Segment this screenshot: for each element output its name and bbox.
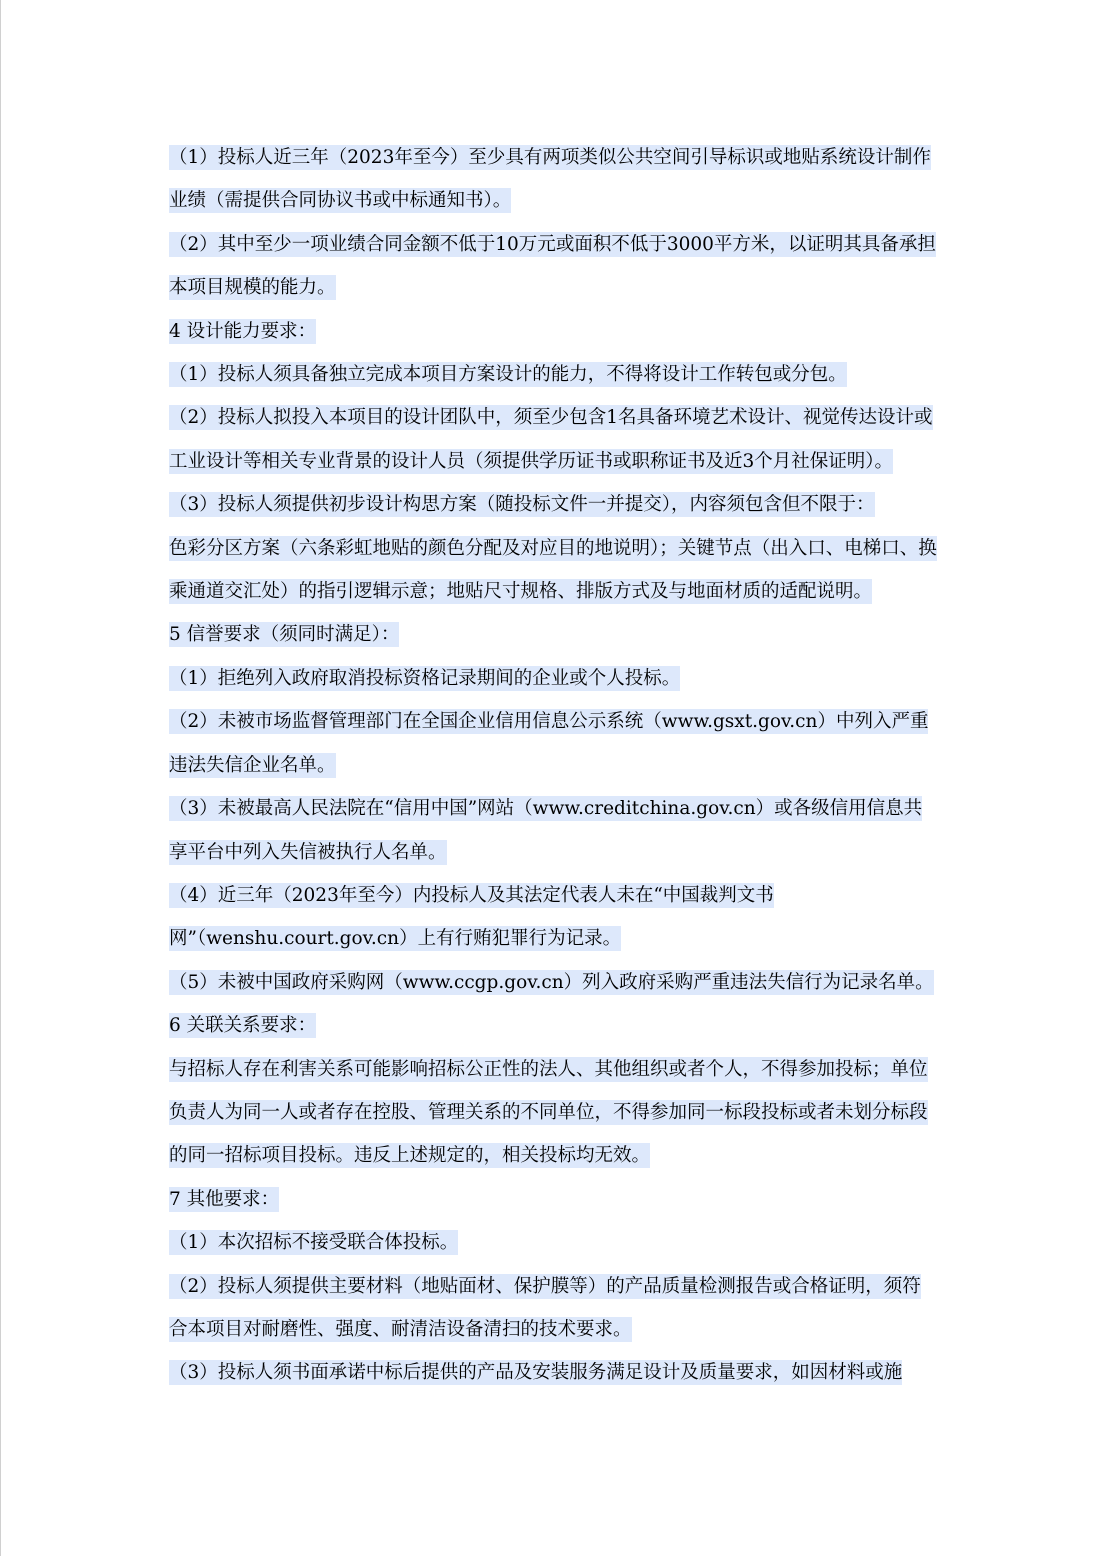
paragraph-text: （3）未被最高人民法院在“信用中国”网站（www.creditchina.gov.cn）或各级信用信息共享平台中列入失信被执行人名单。	[169, 798, 923, 863]
paragraph-text: （5）未被中国政府采购网（www.ccgp.gov.cn）列入政府采购严重违法失信行为记录名单。	[169, 971, 934, 993]
document-body	[169, 136, 939, 1395]
paragraph-text: 7 其他要求：	[169, 1188, 280, 1210]
paragraph-text: （1）投标人须具备独立完成本项目方案设计的能力，不得将设计工作转包或分包。	[169, 364, 847, 386]
paragraph-text: （1）本次招标不接受联合体投标。	[169, 1232, 459, 1254]
paragraph-text: 4 设计能力要求：	[169, 320, 317, 342]
paragraph-credit-5	[169, 961, 939, 1004]
paragraph-credit-1	[169, 657, 939, 700]
paragraph-text: （1）投标人近三年（2023年至今）至少具有两项类似公共空间引导标识或地贴系统设计制作业绩（需提供合同协议书或中标通知书）。	[169, 147, 931, 212]
paragraph-performance-2	[169, 223, 939, 310]
paragraph-other-1	[169, 1221, 939, 1264]
section-heading-credit	[169, 613, 939, 656]
paragraph-credit-2	[169, 700, 939, 787]
paragraph-performance-1	[169, 136, 939, 223]
paragraph-text: 5 信誉要求（须同时满足）：	[169, 624, 400, 646]
section-heading-affiliation	[169, 1004, 939, 1047]
section-heading-design-capability	[169, 310, 939, 353]
paragraph-text: （3）投标人须提供初步设计构思方案（随投标文件一并提交），内容须包含但不限于：	[169, 494, 875, 516]
paragraph-text: （1）拒绝列入政府取消投标资格记录期间的企业或个人投标。	[169, 667, 681, 689]
paragraph-text: （2）其中至少一项业绩合同金额不低于10万元或面积不低于3000平方米，以证明其具备承担本项目规模的能力。	[169, 233, 936, 299]
paragraph-credit-4	[169, 874, 939, 961]
page-edge-line	[0, 0, 1, 1556]
paragraph-text: 与招标人存在利害关系可能影响招标公正性的法人、其他组织或者个人，不得参加投标；单位负责人为同一人或者存在控股、管理关系的不同单位，不得参加同一标段投标或者未划分标段的同一招标项目投标。违反上述规定的，相关投标均无效。	[169, 1058, 928, 1167]
paragraph-design-3-detail	[169, 527, 939, 614]
paragraph-affiliation	[169, 1048, 939, 1178]
paragraph-text: （4）近三年（2023年至今）内投标人及其法定代表人未在“中国裁判文书网”（wenshu.court.gov.cn）上有行贿犯罪行为记录。	[169, 884, 774, 950]
paragraph-other-3	[169, 1351, 939, 1394]
paragraph-design-3	[169, 483, 939, 526]
paragraph-text: 色彩分区方案（六条彩虹地贴的颜色分配及对应目的地说明）；关键节点（出入口、电梯口、换乘通道交汇处）的指引逻辑示意；地贴尺寸规格、排版方式及与地面材质的适配说明。	[169, 537, 937, 603]
paragraph-other-2	[169, 1265, 939, 1352]
paragraph-text: （2）投标人须提供主要材料（地贴面材、保护膜等）的产品质量检测报告或合格证明，须符合本项目对耐磨性、强度、耐清洁设备清扫的技术要求。	[169, 1275, 921, 1340]
paragraph-text: （3）投标人须书面承诺中标后提供的产品及安装服务满足设计及质量要求，如因材料或施	[169, 1362, 903, 1384]
paragraph-text: （2）未被市场监督管理部门在全国企业信用信息公示系统（www.gsxt.gov.cn）中列入严重违法失信企业名单。	[169, 711, 929, 776]
paragraph-text: 6 关联关系要求：	[169, 1015, 317, 1037]
paragraph-design-1	[169, 353, 939, 396]
paragraph-credit-3	[169, 787, 939, 874]
paragraph-text: （2）投标人拟投入本项目的设计团队中，须至少包含1名具备环境艺术设计、视觉传达设计或工业设计等相关专业背景的设计人员（须提供学历证书或职称证书及近3个月社保证明）。	[169, 407, 933, 472]
paragraph-design-2	[169, 396, 939, 483]
section-heading-other	[169, 1178, 939, 1221]
